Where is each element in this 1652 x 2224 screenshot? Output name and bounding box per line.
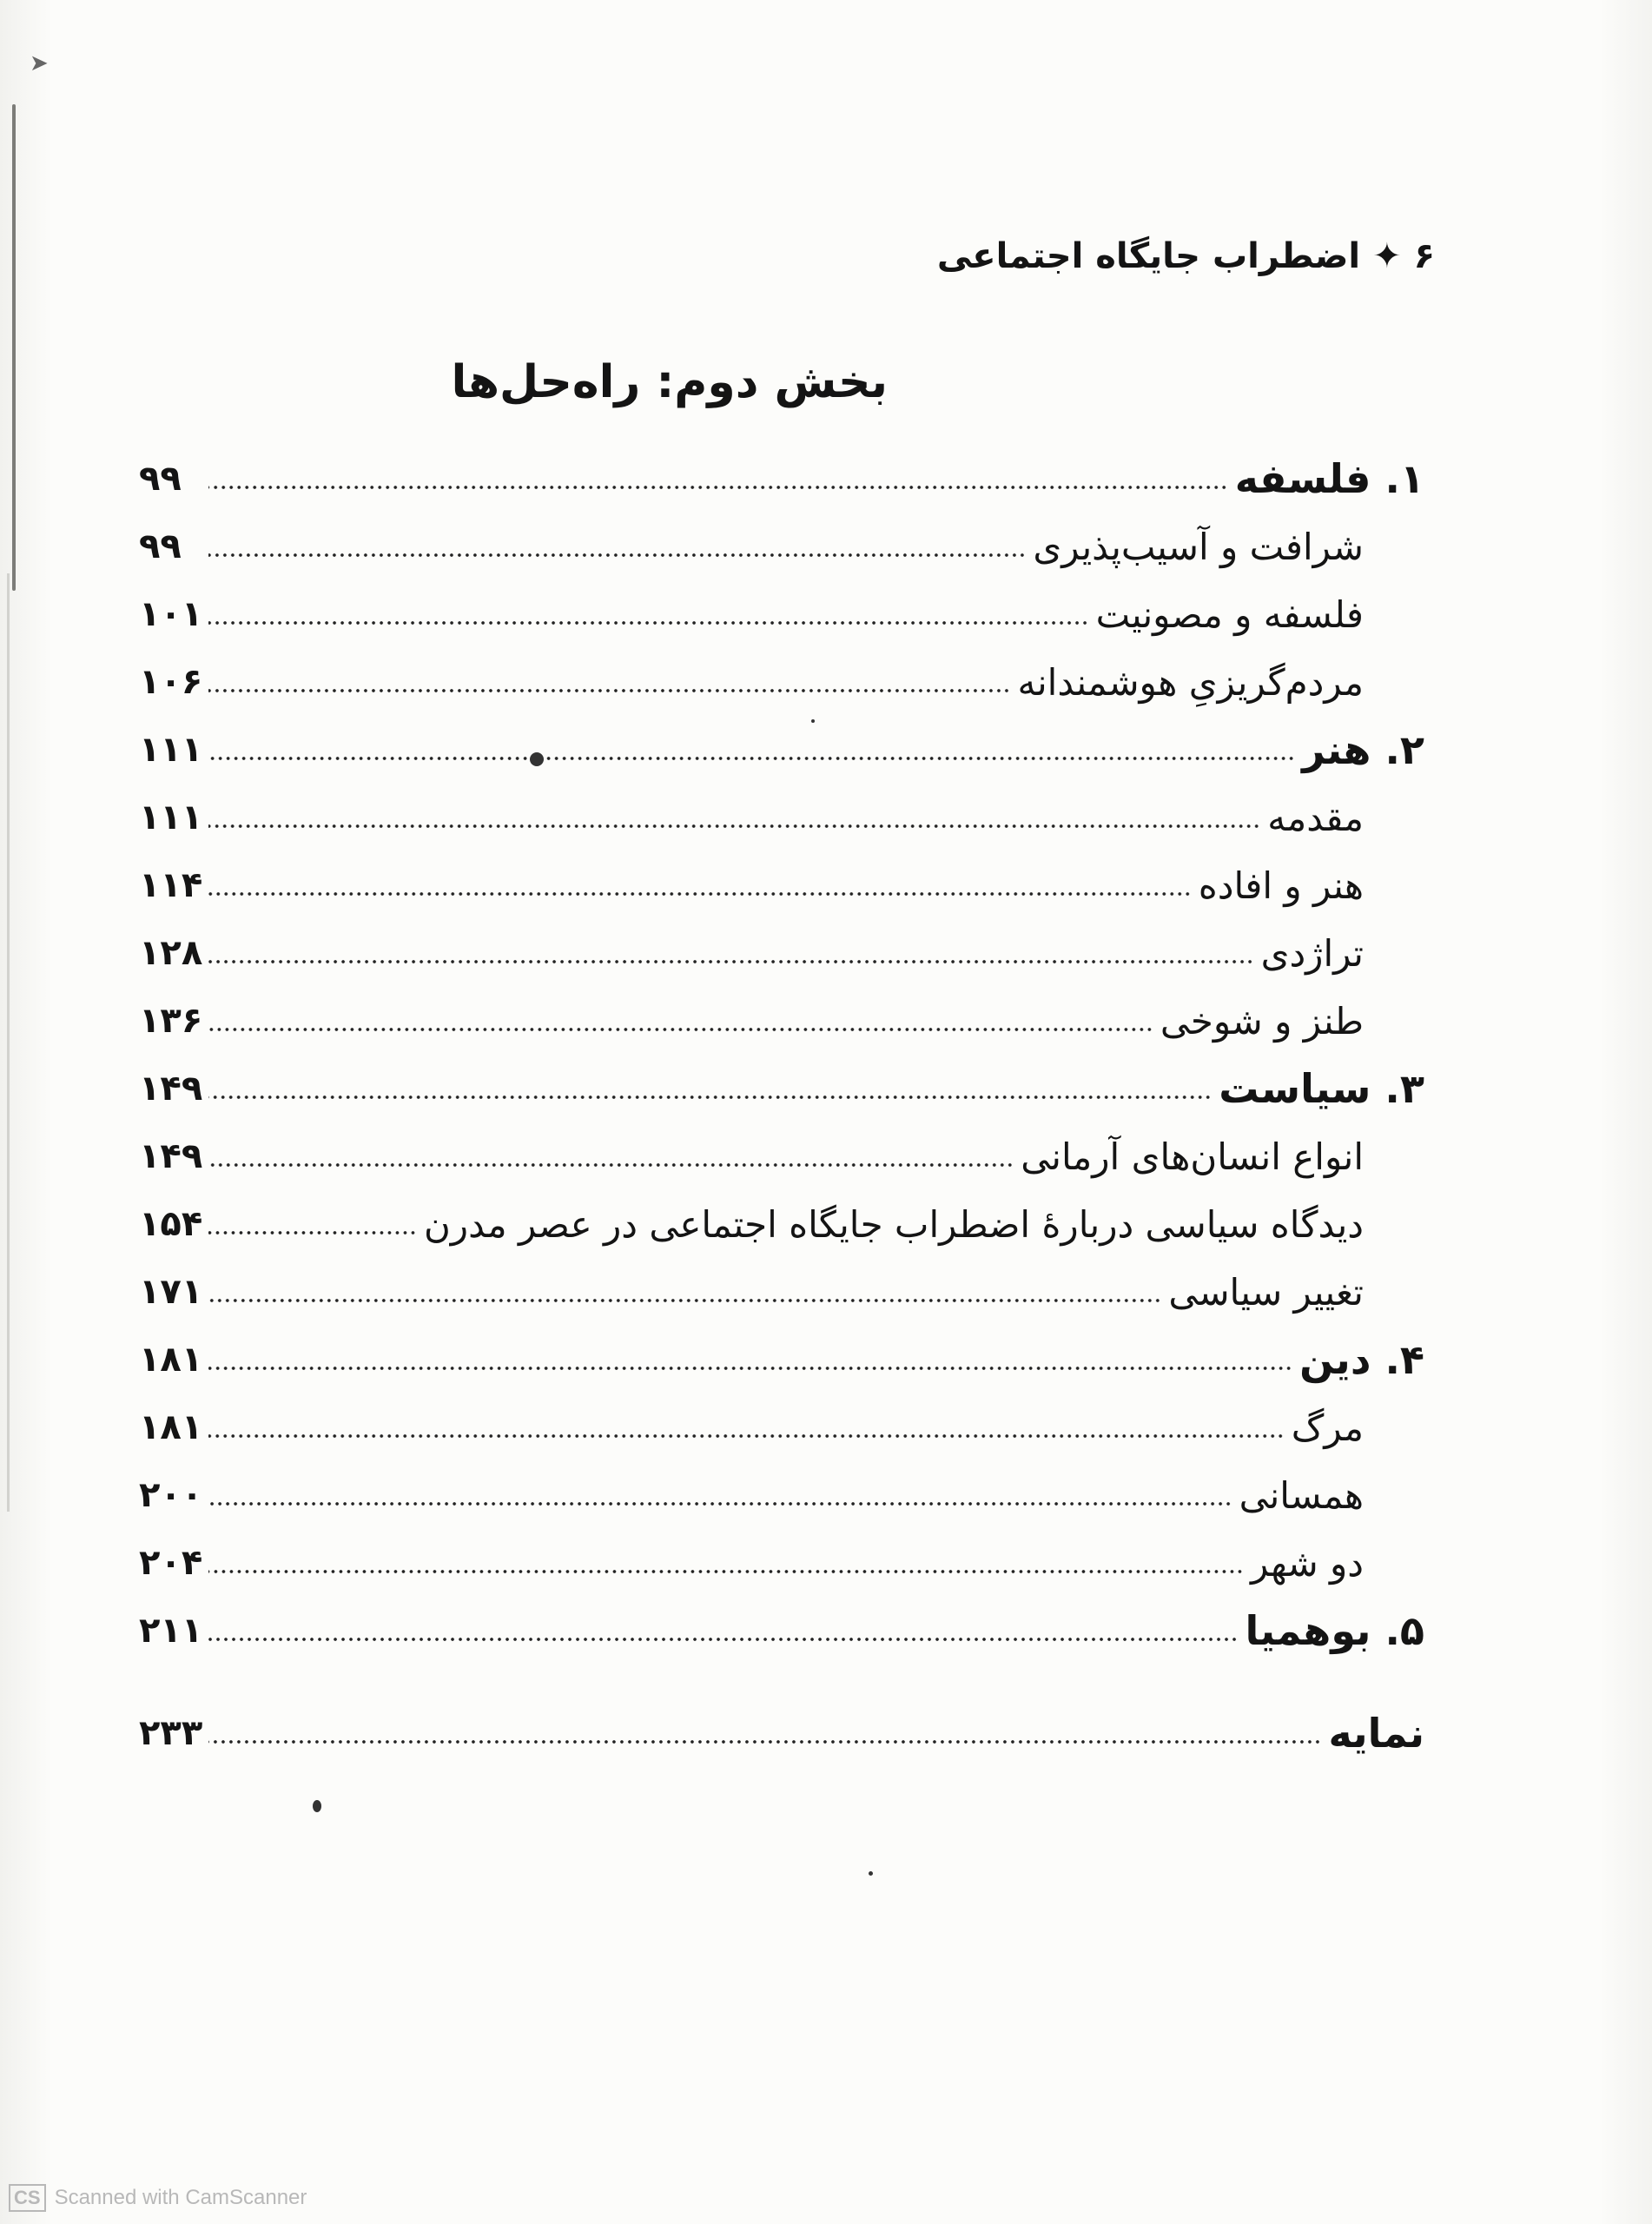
toc-entry-label: تراژدی <box>1260 931 1364 975</box>
toc-entry <box>139 513 1424 580</box>
toc-entry-label: ۴. دین <box>1299 1336 1424 1383</box>
dot-leader <box>208 1227 417 1239</box>
dot-leader <box>208 1430 1285 1442</box>
dot-leader <box>208 956 1254 968</box>
toc-entry <box>139 919 1424 987</box>
dot-leader <box>208 1091 1212 1103</box>
toc-entry <box>139 445 1424 513</box>
dot-leader <box>208 1498 1232 1510</box>
toc-entry-label: طنز و شوخی <box>1160 999 1364 1042</box>
toc-entry-label: مقدمه <box>1267 796 1364 839</box>
toc-entry <box>139 648 1424 716</box>
dot-leader <box>208 1362 1292 1374</box>
corner-arrow-icon: ➤ <box>30 50 49 76</box>
dot-leader <box>208 685 1010 697</box>
page-edge-shadow <box>12 104 16 591</box>
toc-entry-label: فلسفه و مصونیت <box>1095 592 1364 636</box>
toc-entry-label: ۵. بوهمیا <box>1245 1607 1424 1654</box>
speck-mark <box>530 752 544 766</box>
dot-leader <box>208 820 1260 832</box>
speck-mark <box>869 1871 873 1876</box>
toc-entry-label: همسانی <box>1239 1473 1364 1517</box>
toc-entry <box>139 580 1424 648</box>
toc-entry-label: شرافت و آسیب‌پذیری <box>1033 525 1364 568</box>
toc-entry-page-number: ۱۱۱ <box>139 798 203 837</box>
dot-leader <box>208 549 1026 561</box>
toc-entry-label: تغییر سیاسی <box>1168 1270 1364 1314</box>
toc-entry-label: انواع انسان‌های آرمانی <box>1021 1135 1364 1178</box>
toc-entry <box>139 1597 1424 1665</box>
toc-entry-page-number: ۱۲۸ <box>139 933 203 973</box>
toc-entry-page-number: ۱۰۶ <box>139 662 203 702</box>
toc-entry <box>139 1393 1424 1461</box>
toc-entry-page-number: ۱۴۹ <box>139 1136 203 1176</box>
running-head-title: اضطراب جایگاه اجتماعی <box>936 236 1361 276</box>
toc-entry-page-number: ۱۱۱ <box>139 730 203 770</box>
dot-leader <box>208 752 1295 764</box>
toc-entry <box>139 716 1424 784</box>
toc-entry <box>139 987 1424 1055</box>
running-head-page-number: ۶ <box>1413 236 1435 276</box>
toc-entry-label: دیدگاه سیاسی دربارهٔ اضطراب جایگاه اجتماعی در عصر مدرن <box>423 1202 1364 1246</box>
camscanner-logo: CS <box>9 2184 46 2212</box>
camscanner-text: Scanned with CamScanner <box>54 2186 307 2209</box>
toc-entry-label: مرگ <box>1291 1406 1364 1449</box>
toc-entry-label: ۲. هنر <box>1302 726 1424 773</box>
toc-entry-page-number: ۱۸۱ <box>139 1340 203 1380</box>
toc-entry-page-number: ۱۴۹ <box>139 1069 203 1109</box>
toc-entry-page-number: ۹۹ <box>139 526 182 566</box>
speck-mark <box>811 719 815 723</box>
toc-entry <box>139 1258 1424 1326</box>
toc-entry-page-number: ۲۰۴ <box>139 1543 203 1583</box>
toc-entry-page-number: ۱۸۱ <box>139 1407 203 1447</box>
toc-entry-label: نمایه <box>1328 1710 1424 1757</box>
toc-entry <box>139 1326 1424 1393</box>
dot-leader <box>208 888 1192 900</box>
toc-entry <box>139 851 1424 919</box>
speck-mark <box>313 1800 321 1812</box>
dot-leader <box>208 1159 1014 1171</box>
running-head <box>937 236 1435 276</box>
dot-leader <box>208 1736 1321 1748</box>
toc-entry-label: ۱. فلسفه <box>1234 455 1424 502</box>
toc-entry <box>139 1529 1424 1597</box>
dot-leader <box>208 1023 1153 1036</box>
dot-leader <box>208 617 1089 629</box>
section-title: بخش دوم: راه‌حل‌ها <box>451 356 888 408</box>
page-edge-shadow-lower <box>7 573 10 1512</box>
toc-index-entry <box>139 1699 1424 1767</box>
dot-leader <box>208 1633 1239 1645</box>
dot-leader <box>208 1565 1244 1578</box>
toc-entry-page-number: ۱۱۴ <box>139 865 203 905</box>
toc-entry-page-number: ۹۹ <box>139 459 182 499</box>
dot-leader <box>208 481 1228 493</box>
toc-entry-page-number: ۲۱۱ <box>139 1611 203 1651</box>
toc-entry <box>139 784 1424 851</box>
toc-entry <box>139 1055 1424 1122</box>
toc-entry <box>139 1190 1424 1258</box>
toc-entry-page-number: ۱۷۱ <box>139 1272 203 1312</box>
toc-entry-label: ۳. سیاست <box>1219 1065 1424 1112</box>
toc-entry-page-number: ۱۰۱ <box>139 594 203 634</box>
dot-leader <box>208 1294 1161 1307</box>
toc-entry-label: هنر و افاده <box>1198 864 1364 907</box>
toc-entry-page-number: ۲۳۳ <box>139 1713 203 1753</box>
star-icon: ✦ <box>1372 236 1402 276</box>
toc-entry-page-number: ۱۵۴ <box>139 1204 203 1244</box>
toc-entry <box>139 1122 1424 1190</box>
toc-entry-page-number: ۱۳۶ <box>139 1001 203 1041</box>
table-of-contents <box>139 445 1424 1767</box>
camscanner-watermark <box>9 2184 307 2212</box>
toc-entry-label: مردم‌گریزیِ هوشمندانه <box>1017 660 1364 704</box>
toc-entry-page-number: ۲۰۰ <box>139 1475 203 1515</box>
toc-entry <box>139 1461 1424 1529</box>
toc-entry-label: دو شهر <box>1250 1541 1364 1585</box>
